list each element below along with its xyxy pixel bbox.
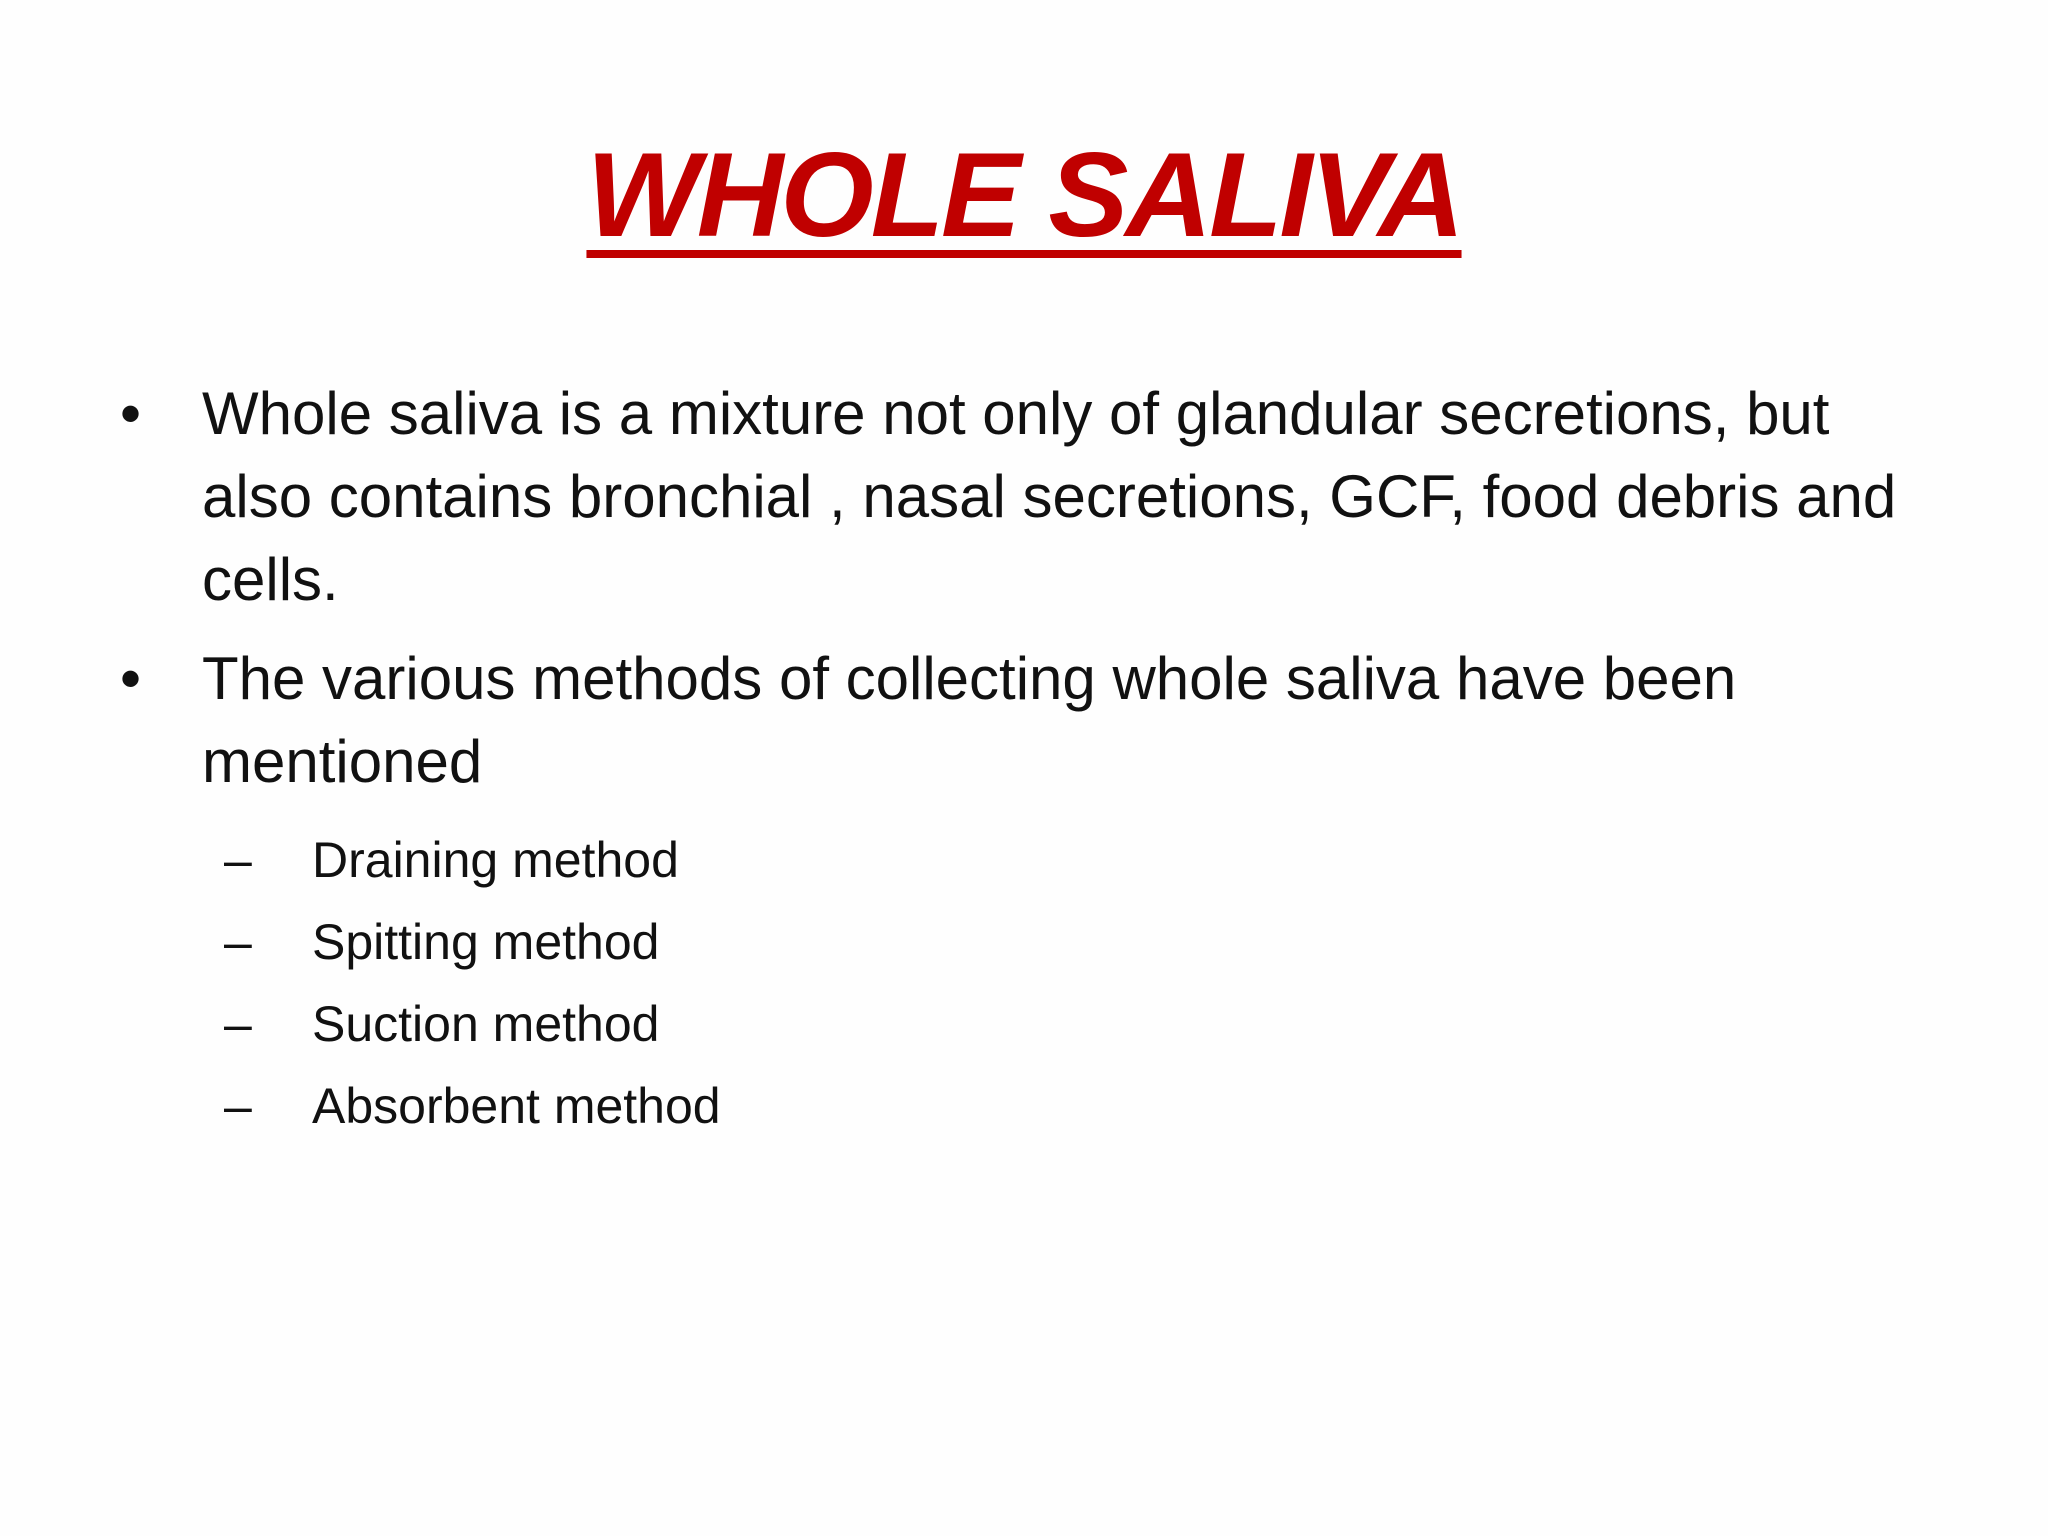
- slide-title: [0, 125, 2048, 265]
- method-item: [224, 901, 1940, 983]
- dash-icon: –: [224, 1078, 252, 1134]
- method-label: Spitting method: [312, 914, 660, 970]
- dash-icon: –: [224, 914, 252, 970]
- method-label: Absorbent method: [312, 1078, 721, 1134]
- method-label: Draining method: [312, 832, 679, 888]
- method-item: [224, 983, 1940, 1065]
- dash-icon: –: [224, 996, 252, 1052]
- method-item: [224, 819, 1940, 901]
- method-list: [120, 819, 1940, 1147]
- dash-icon: –: [224, 832, 252, 888]
- slide-title-text: WHOLE SALIVA: [586, 128, 1462, 262]
- bullet-text: The various methods of collecting whole saliva have been mentioned: [202, 645, 1737, 795]
- slide-content: [120, 372, 1940, 1147]
- method-item: [224, 1065, 1940, 1147]
- bullet-text: Whole saliva is a mixture not only of glandular secretions, but also contains bronchial , nasal secretions, GCF, food debris and cells.: [202, 380, 1897, 613]
- method-label: Suction method: [312, 996, 660, 1052]
- bullet-icon: •: [120, 645, 142, 712]
- bullet-item: [120, 372, 1940, 621]
- bullet-icon: •: [120, 380, 142, 447]
- bullet-item: [120, 637, 1940, 803]
